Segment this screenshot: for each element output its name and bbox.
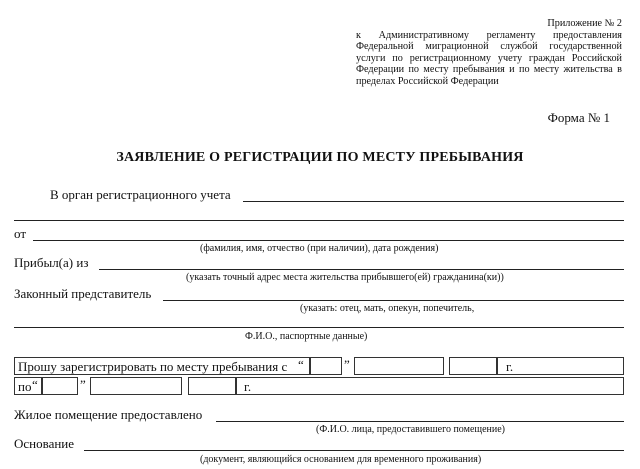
- request-text: Прошу зарегистрировать по месту пребывания с: [18, 359, 288, 374]
- representative-hint-2: Ф.И.О., паспортные данные): [245, 331, 368, 342]
- registration-body-label: В орган регистрационного учета: [50, 187, 231, 202]
- from-line[interactable]: [33, 240, 624, 241]
- appendix-title: Приложение № 2: [547, 18, 622, 29]
- to-open-quote: “: [32, 377, 38, 392]
- from-year-suffix-box: [497, 357, 624, 375]
- basis-hint: (документ, являющийся основанием для временного проживания): [200, 454, 482, 465]
- arrived-from-line[interactable]: [99, 269, 624, 270]
- housing-label: Жилое помещение предоставлено: [14, 407, 203, 422]
- arrived-from-hint: (указать точный адрес места жительства прибывшего(ей) гражданина(ки)): [186, 272, 504, 283]
- basis-line[interactable]: [84, 450, 624, 451]
- housing-line[interactable]: [216, 421, 624, 422]
- from-hint: (фамилия, имя, отчество (при наличии), дата рождения): [200, 243, 439, 254]
- representative-line[interactable]: [163, 300, 624, 301]
- document-title: ЗАЯВЛЕНИЕ О РЕГИСТРАЦИИ ПО МЕСТУ ПРЕБЫВАНИЯ: [116, 150, 524, 165]
- form-number: Форма № 1: [547, 110, 610, 125]
- arrived-from-label: Прибыл(а) из: [14, 255, 89, 270]
- from-month-box[interactable]: [354, 357, 444, 375]
- representative-hint: (указать: отец, мать, опекун, попечитель,: [300, 303, 475, 314]
- from-label: от: [14, 226, 27, 241]
- appendix-text: к Административному регламенту предоставления Федеральной миграционной службой государственной услуги по регистрационному учету граждан Российской Федерации по месту пребывания и по месту жительства в пределах Российской Федерации: [356, 29, 622, 87]
- from-close-quote: ”: [344, 357, 350, 372]
- to-month-box[interactable]: [90, 377, 182, 395]
- to-year-suffix: г.: [244, 379, 252, 394]
- from-open-quote: “: [298, 357, 304, 372]
- from-year-box[interactable]: [449, 357, 497, 375]
- to-close-quote: ”: [80, 377, 86, 392]
- to-year-suffix-box: [236, 377, 624, 395]
- basis-label: Основание: [14, 436, 75, 451]
- representative-line-2[interactable]: [14, 327, 624, 328]
- from-year-suffix: г.: [506, 359, 514, 374]
- housing-hint: (Ф.И.О. лица, предоставившего помещение): [316, 424, 505, 435]
- appendix-block: [356, 18, 622, 88]
- representative-label: Законный представитель: [14, 286, 152, 301]
- to-year-box[interactable]: [188, 377, 236, 395]
- registration-body-line[interactable]: [243, 201, 624, 202]
- to-day-box[interactable]: [42, 377, 78, 395]
- from-day-box[interactable]: [310, 357, 342, 375]
- to-text: по: [18, 379, 32, 394]
- registration-body-line-2[interactable]: [14, 220, 624, 221]
